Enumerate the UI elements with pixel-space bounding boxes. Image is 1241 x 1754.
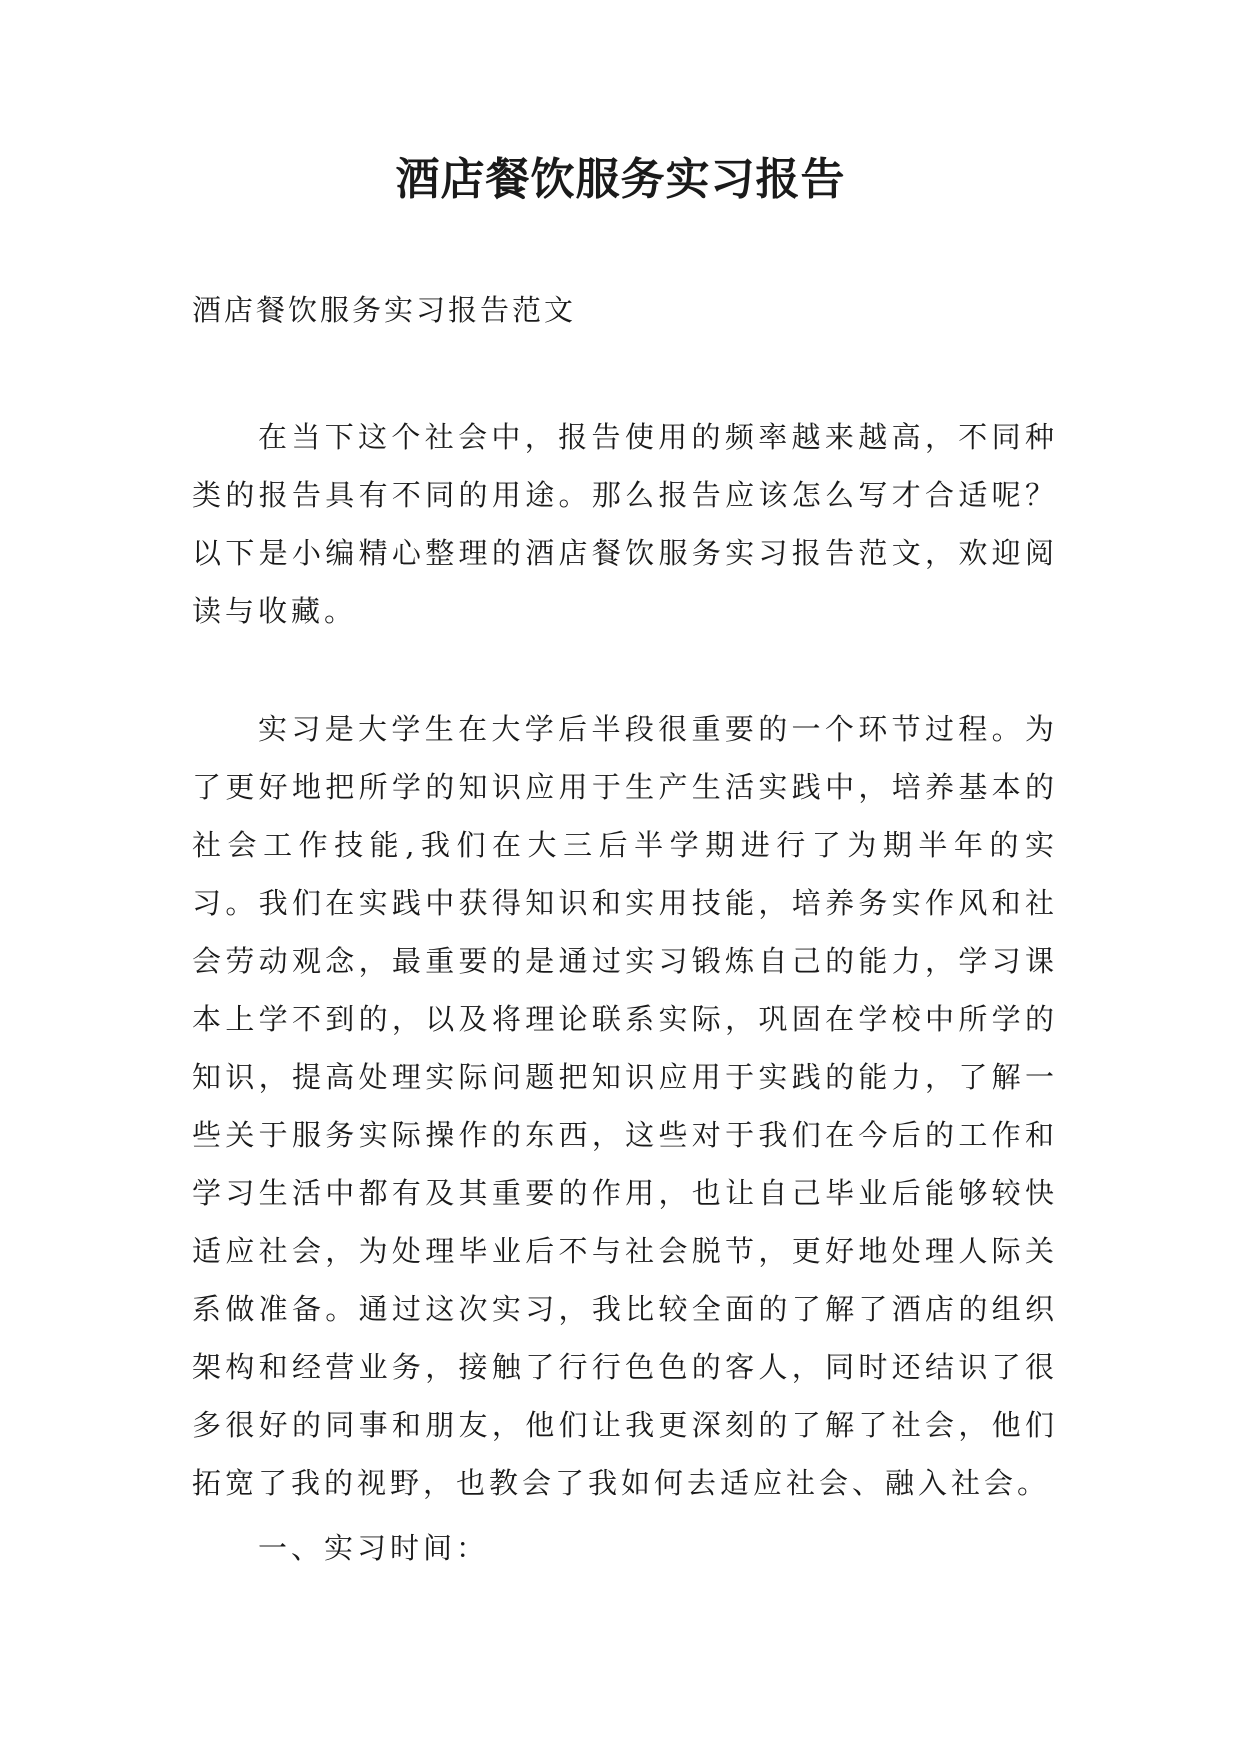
body-paragraph: 实习是大学生在大学后半段很重要的一个环节过程。为了更好地把所学的知识应用于生产生活实践中，培养基本的社会工作技能,我们在大三后半学期进行了为期半年的实习。我们在实践中获得知识和实用技能，培养务实作风和社会劳动观念，最重要的是通过实习锻炼自己的能力，学习课本上学不到的，以及将理论联系实际，巩固在学校中所学的知识，提高处理实际问题把知识应用于实践的能力，了解一些关于服务实际操作的东西，这些对于我们在今后的工作和学习生活中都有及其重要的作用，也让自己毕业后能够较快适应社会，为处理毕业后不与社会脱节，更好地处理人际关系做准备。通过这次实习，我比较全面的了解了酒店的组织架构和经营业务，接触了行行色色的客人，同时还结识了很多很好的同事和朋友，他们让我更深刻的了解了社会，他们拓宽了我的视野，也教会了我如何去适应社会、融入社会。 <box>192 712 1058 1500</box>
section-heading: 一、实习时间： <box>258 1531 490 1565</box>
intro-paragraph: 在当下这个社会中，报告使用的频率越来越高，不同种类的报告具有不同的用途。那么报告应该怎么写才合适呢？以下是小编精心整理的酒店餐饮服务实习报告范文，欢迎阅读与收藏。 <box>192 420 1058 628</box>
document-subtitle: 酒店餐饮服务实习报告范文 <box>192 293 577 327</box>
document-title: 酒店餐饮服务实习报告 <box>395 154 846 205</box>
